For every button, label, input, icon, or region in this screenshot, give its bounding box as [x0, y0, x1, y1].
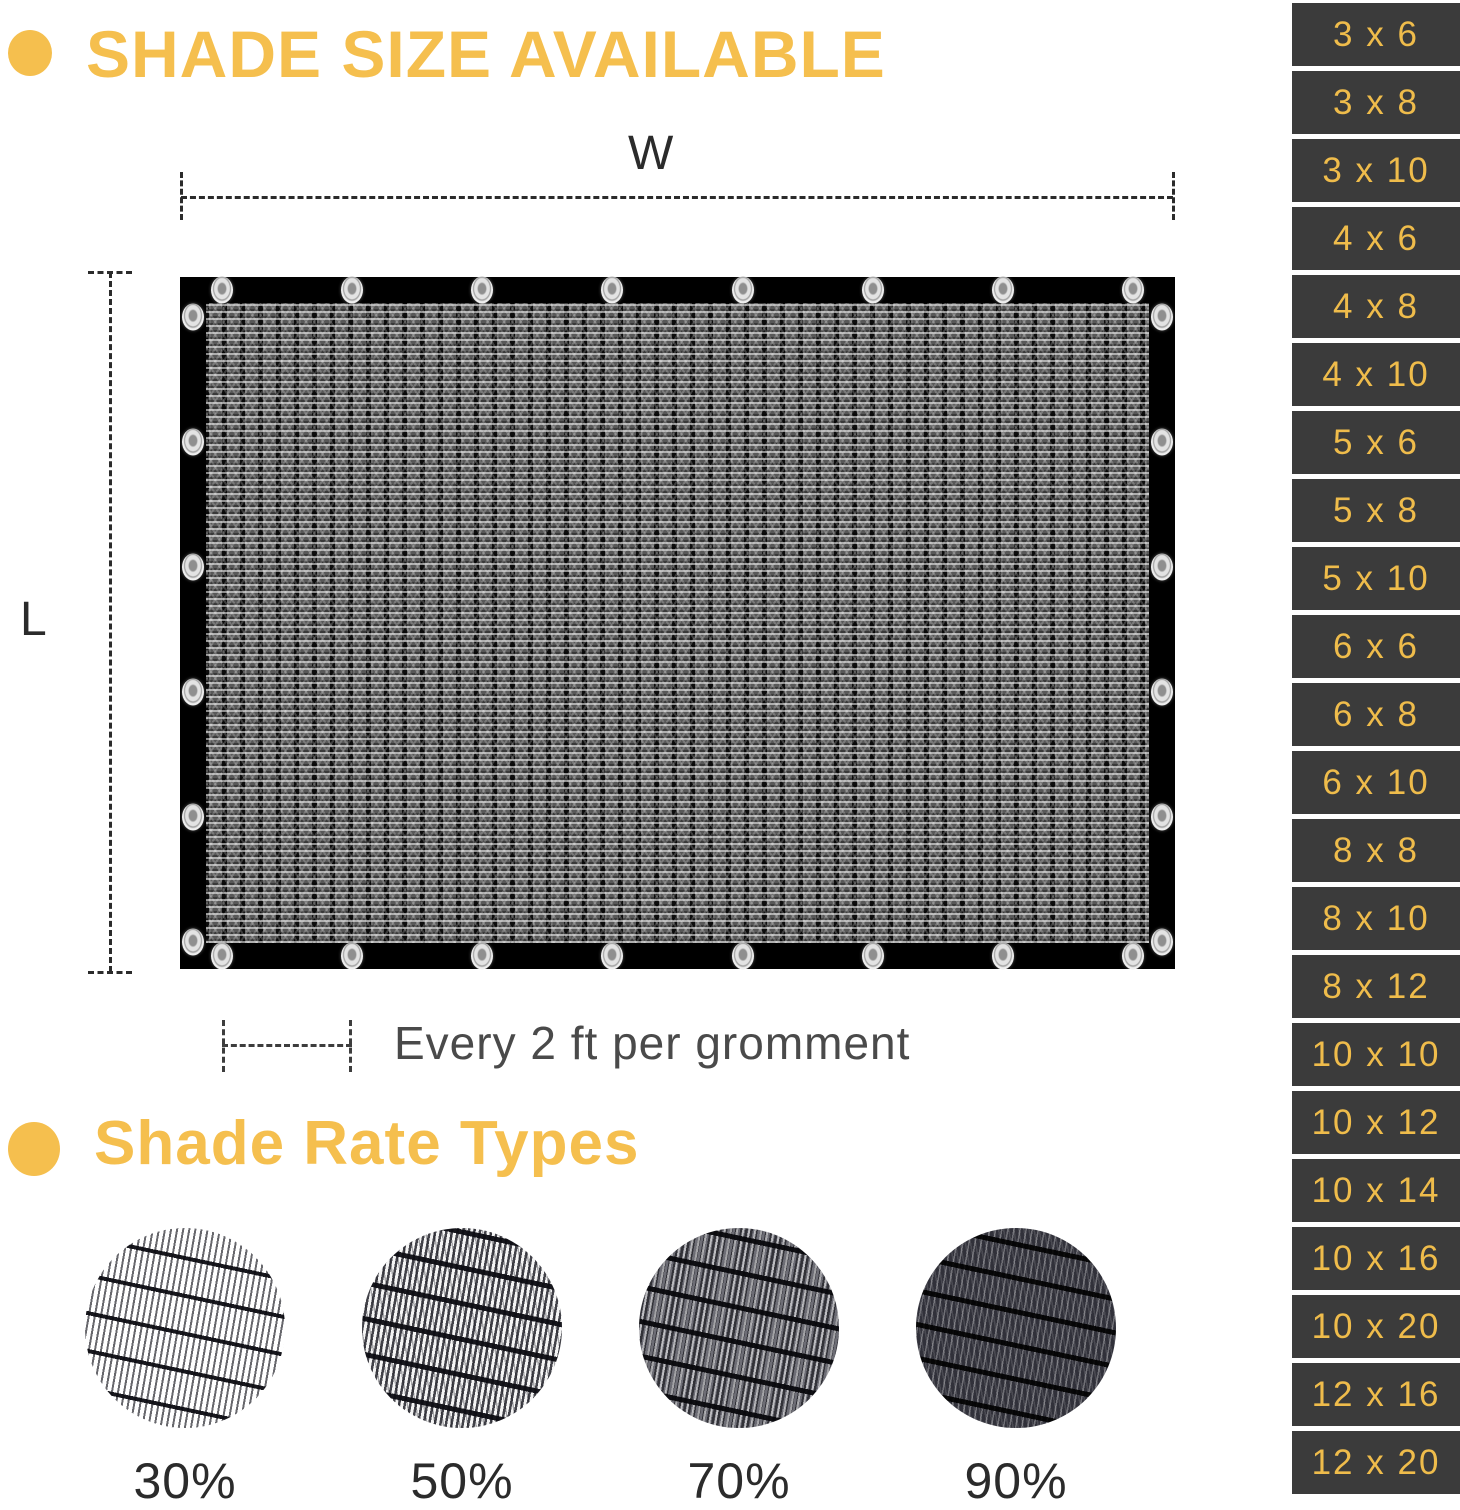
shade-swatch-50 [362, 1228, 562, 1428]
grommet-icon [182, 304, 204, 331]
shade-swatch-70 [639, 1228, 839, 1428]
size-option: 4 x 8 [1292, 275, 1460, 338]
size-option: 10 x 12 [1292, 1091, 1460, 1154]
grommet-icon [341, 943, 363, 970]
size-option: 8 x 12 [1292, 955, 1460, 1018]
size-option: 10 x 16 [1292, 1227, 1460, 1290]
size-option: 10 x 10 [1292, 1023, 1460, 1086]
grommet-icon [182, 804, 204, 831]
size-option: 6 x 8 [1292, 683, 1460, 746]
length-dimension-label: L [20, 593, 47, 646]
title-bullet-icon [8, 30, 52, 76]
size-option: 6 x 10 [1292, 751, 1460, 814]
grommet-note: Every 2 ft per gromment [394, 1017, 911, 1069]
grommet-icon [211, 277, 233, 304]
length-dimension-tick-bottom [88, 971, 132, 974]
shade-swatch-90 [916, 1228, 1116, 1428]
size-option: 8 x 10 [1292, 887, 1460, 950]
size-option: 12 x 20 [1292, 1431, 1460, 1494]
grommet-icon [1122, 277, 1144, 304]
size-option: 3 x 8 [1292, 71, 1460, 134]
grommet-icon [862, 943, 884, 970]
size-option: 10 x 20 [1292, 1295, 1460, 1358]
size-option: 12 x 16 [1292, 1363, 1460, 1426]
size-option: 6 x 6 [1292, 615, 1460, 678]
grommet-icon [471, 943, 493, 970]
shade-rate-label: 90% [964, 1453, 1068, 1509]
size-option: 3 x 6 [1292, 3, 1460, 66]
shade-panel [180, 277, 1175, 969]
grommet-icon [1151, 554, 1173, 581]
shade-rate-label: 30% [133, 1453, 237, 1509]
grommet-icon [1151, 804, 1173, 831]
shade-rate-label: 70% [687, 1453, 791, 1509]
grommet-icon [211, 943, 233, 970]
grommet-icon [182, 679, 204, 706]
width-dimension-label: W [628, 127, 674, 180]
grommet-icon [471, 277, 493, 304]
mesh-texture [206, 303, 1149, 943]
shade-rate-item [85, 1228, 285, 1510]
size-option: 8 x 8 [1292, 819, 1460, 882]
grommet-icon [1151, 429, 1173, 456]
grommet-icon [732, 277, 754, 304]
grommet-icon [182, 429, 204, 456]
grommet-icon [1122, 943, 1144, 970]
shade-rate-item [639, 1228, 839, 1510]
grommet-icon [732, 943, 754, 970]
length-dimension-tick-top [88, 271, 132, 274]
grommet-icon [341, 277, 363, 304]
grommet-icon [182, 929, 204, 956]
shade-swatch-30 [85, 1228, 285, 1428]
grommet-icon [1151, 304, 1173, 331]
size-option: 5 x 10 [1292, 547, 1460, 610]
size-option: 5 x 8 [1292, 479, 1460, 542]
width-dimension-line [181, 196, 1173, 199]
grommet-spacing-line [222, 1044, 352, 1047]
size-option: 5 x 6 [1292, 411, 1460, 474]
grommet-icon [601, 277, 623, 304]
grommet-icon [601, 943, 623, 970]
grommet-icon [1151, 679, 1173, 706]
size-option: 4 x 6 [1292, 207, 1460, 270]
grommet-icon [182, 554, 204, 581]
size-option: 3 x 10 [1292, 139, 1460, 202]
grommet-icon [862, 277, 884, 304]
grommet-icon [1151, 929, 1173, 956]
shade-rate-item [916, 1228, 1116, 1510]
shade-rate-title: Shade Rate Types [94, 1109, 640, 1178]
grommet-icon [992, 943, 1014, 970]
size-list [1292, 3, 1460, 1494]
width-dimension-tick-right [1172, 172, 1175, 220]
size-option: 4 x 10 [1292, 343, 1460, 406]
page-title: SHADE SIZE AVAILABLE [86, 17, 886, 91]
shade-rate-item [362, 1228, 562, 1510]
shade-rate-label: 50% [410, 1453, 514, 1509]
width-dimension-tick-left [180, 172, 183, 220]
shade-rate-row [85, 1228, 1235, 1509]
grommet-icon [992, 277, 1014, 304]
length-dimension-line [109, 272, 112, 972]
rate-title-bullet-icon [8, 1122, 60, 1176]
size-option: 10 x 14 [1292, 1159, 1460, 1222]
